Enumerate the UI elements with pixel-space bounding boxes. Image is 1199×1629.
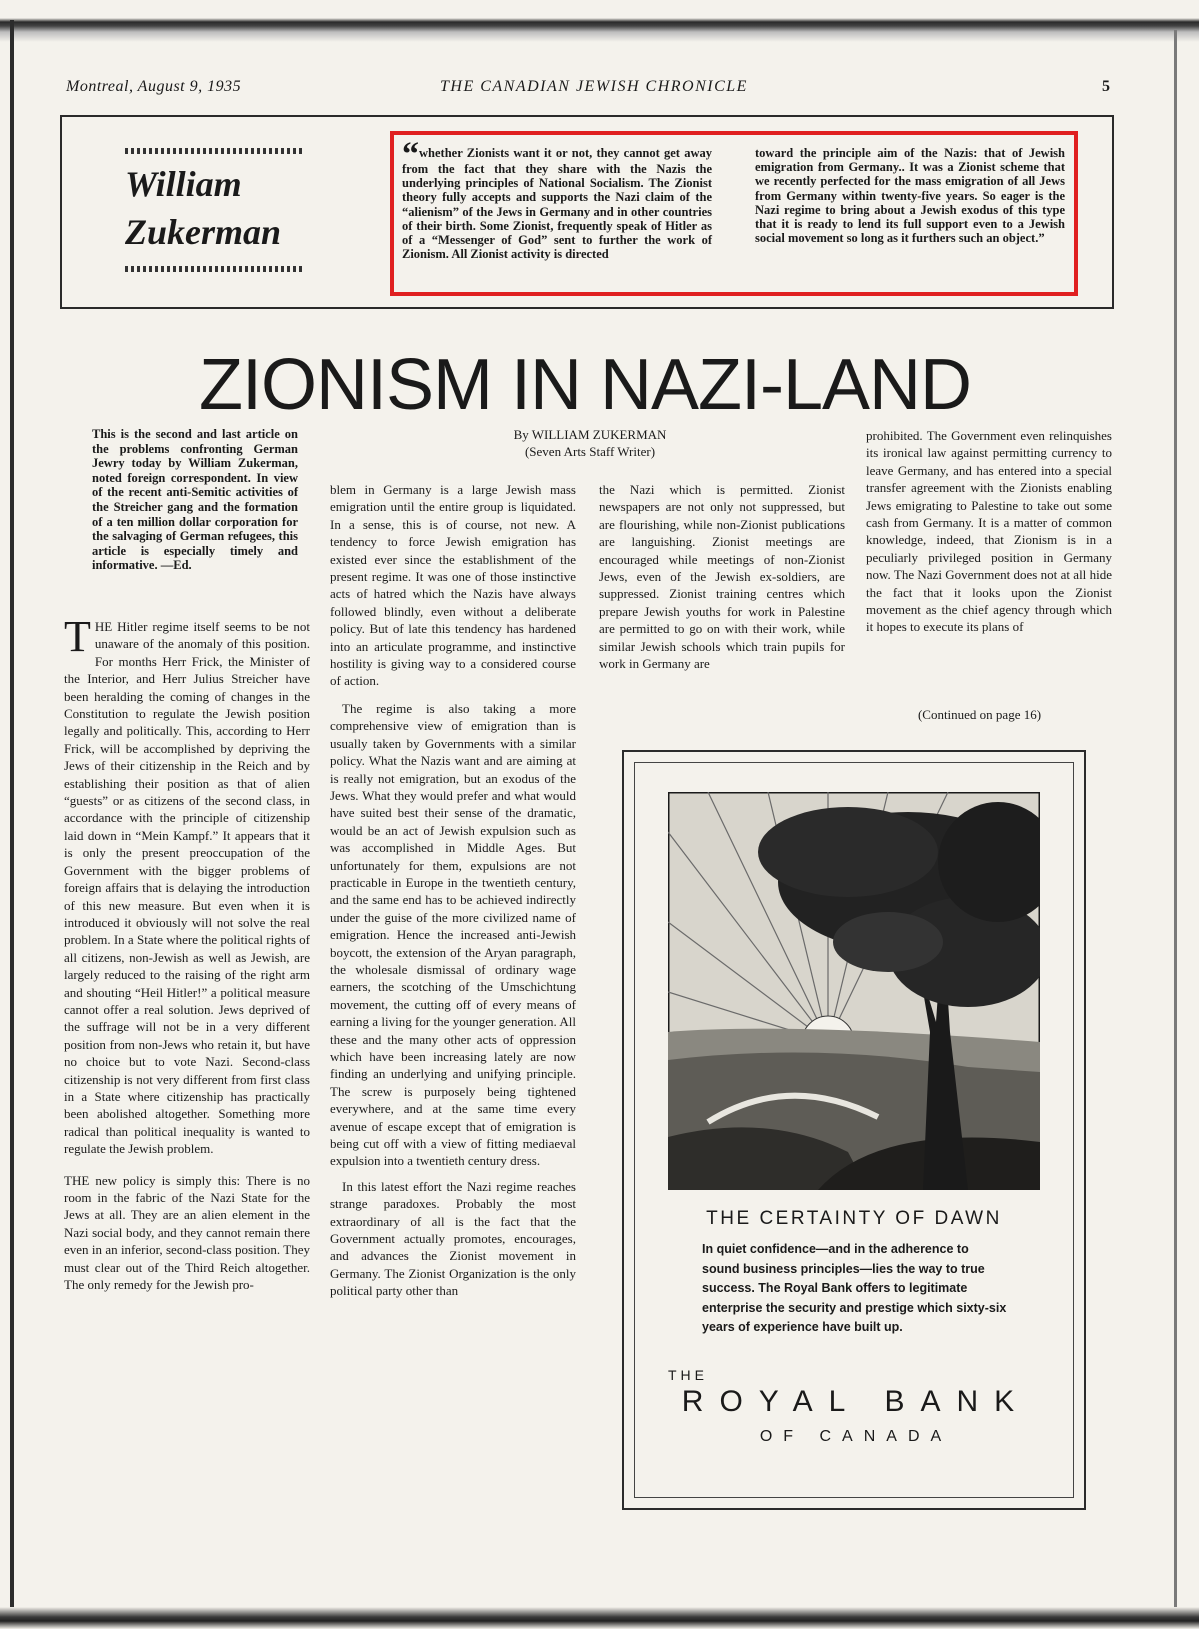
author-name (125, 160, 305, 256)
ad-brand-the: THE (668, 1367, 708, 1383)
scan-edge-left (10, 20, 14, 1610)
ad-headline: THE CERTAINTY OF DAWN (706, 1208, 1002, 1229)
ad-brand-country: OF CANADA (759, 1428, 953, 1445)
ad-body-text: In quiet confidence—and in the adherence to sound business principles—lies the way to true success. The Royal Bank offers to legitimate enterprise the security and prestige which sixty-six years of experience have built up. (702, 1242, 1007, 1334)
author-first-name: William (125, 164, 242, 204)
column-1-paragraph-2-text: HE new policy is simply this: There is no room in the fabric of the Nazi State for the Jews at all. They are an alien element in the Nazi social body, and they cannot remain there even in an inferior, second-class position. They must clear out of the Third Reich altogether. The only remedy for the Jewish pro- (64, 1172, 310, 1293)
article-headline: ZIONISM IN NAZI-LAND (198, 345, 972, 425)
page-number: 5 (1102, 78, 1111, 95)
byline (440, 426, 740, 460)
column-2-paragraph-1: blem in Germany is a large Jewish mass emigration until the entire group is liquidated. In a sense, this is of course, not new. A tendency to force Jewish emigration has existed ever since the establishment of the present regime. It was one of those instinctive acts of hatred which the Nazis have always followed blindly, even without a deliberate policy. But of late this tendency has hardened into an articulate programme, and instinctive hostility is giving way to a considered course of action. (330, 482, 576, 689)
ad-brand-name: ROYAL BANK (681, 1385, 1031, 1418)
wavy-rule-top (125, 148, 303, 154)
newspaper-name: THE CANADIAN JEWISH CHRONICLE (440, 78, 748, 95)
pull-quote-left (402, 136, 712, 262)
scan-edge-right (1174, 30, 1177, 1610)
column-1 (64, 612, 310, 1293)
column-4: prohibited. The Government even relinquishes its ironical law against permitting currency to leave Germany, and has entered into a special transfer agreement with the Zionists enabling Jews emigrating to Palestine to take out some cash from Germany. It is a matter of common knowledge, indeed, that Zionism is in a peculiarly privileged position in Germany now. The Nazi Government does not at all hide the fact that it looks upon the Zionist movement as the chief agency through which it hopes to execute its plans of (866, 428, 1112, 635)
scan-edge-bottom (0, 1607, 1199, 1629)
column-1-initial: T (64, 1172, 72, 1188)
column-2 (330, 481, 576, 1300)
column-1-paragraph-1 (64, 612, 310, 1158)
byline-role: (Seven Arts Staff Writer) (524, 444, 656, 459)
pull-quote-left-text: whether Zionists want it or not, they cannot get away from the fact that they share with the Nazis the underlying principles of National Socialism. The Zionist theory fully accepts and supports the Nazi claim of the “alienism” of the Jews in Germany and in other countries of their birth. Some Zionist, frequently speak of Hitler as of a “Messenger of God” sent to further the work of Zionism. All Zionist activity is directed (402, 146, 712, 262)
wavy-rule-bottom (125, 266, 303, 272)
quote-mark: “ (402, 136, 419, 173)
column-1-paragraph-1-text: HE Hitler regime itself seems to be not unaware of the anomaly of this position. For months Herr Frick, the Minister of the Interior, and Herr Julius Streicher have been heralding the coming of changes in the Constitution to regulate the Jewish position legally and politically. This, according to Herr Frick, will be accomplished by depriving the Jews of their citizenship in the Reich and by establishing their position as that of alien “guests” or as citizens of the second class, in accordance with the principle of citizenship laid down in “Mein Kampf.” It appears that it is only the present preoccupation of the Government with the bigger problems of foreign affairs that is delaying the introduction of this new measure. But even when it is introduced it obviously will not solve the real problem. In a State where the political rights of all citizens, non-Jewish as well as Jewish, are largely reduced to the raising of the right arm and shouting “Heil Hitler!” a political measure cannot offer a real solution. Jews deprived of the suffrage will not be in a very different position from non-Jews who retain it, but have no choice but to vote Nazi. Second-class citizenship is not very different from first class in a State where citizenship has practically been abolished altogether. Something more radical than political inequality is wanted to regulate the Jewish problem. (64, 619, 310, 1157)
scan-edge-top (0, 0, 1199, 42)
author-last-name: Zukerman (125, 212, 282, 252)
column-3: the Nazi which is permitted. Zionist newspapers are not only not suppressed, but are flourishing, while non-Zionist publications are languishing. Zionist meetings are encouraged while meetings of non-Zionist Jews, even of the Jewish ex-soldiers, are suppressed. Zionist training centres which prepare Jewish youths for work in Palestine are permitted to go on with their work, while similar Jewish schools which train pupils for work in Germany are (599, 482, 845, 672)
dawn-landscape-illustration (668, 792, 1040, 1190)
issue-date: Montreal, August 9, 1935 (66, 78, 242, 95)
editor-note: This is the second and last article on the problems confronting German Jewry today by William Zukerman, noted foreign correspondent. In view of the recent anti-Semitic activities of the Streicher gang and the formation of a ten million dollar corporation for the salvaging of German refugees, this article is especially timely and informative. —Ed. (92, 427, 298, 573)
drop-cap: T (64, 612, 91, 661)
column-2-paragraph-2: The regime is also taking a more comprehensive view of emigration than is usually taken by Governments with a similar policy. What the Nazis want and are aiming at is really not emigration, but an exodus of the Jews. What they would prefer and what would have suited best their sense of the dramatic, would be an act of Jewish expulsion such as was accomplished in Middle Ages. But unfortunately for them, expulsions are not practicable in Europe in the twentieth century, and the same end has to be achieved indirectly under the guise of the more civilized name of emigration. Hence the increased anti-Jewish boycott, the extension of the Aryan paragraph, the wholesale dismissal of ordinary wage earners, the scotching of the Umschichtung movement, the cutting off of every means of earning a living for the younger generation. All these and the many other acts of oppression which have been increasing lately are now finding an underlying and unifying principle. The screw is purposely being tightened everywhere, and at the same time every avenue of escape except that of emigration is being cut off with a view of fitting mediaeval expulsion into a twentieth century dress. (330, 700, 576, 1169)
column-2-paragraph-3: In this latest effort the Nazi regime reaches strange paradoxes. Probably the most extraordinary of all is the fact that the Government actually promotes, encourages, and advances the Zionist movement in Germany. The Zionist Organization is the only political party other than (330, 1178, 576, 1299)
continued-note: (Continued on page 16) (917, 707, 1042, 722)
column-1-paragraph-2 (64, 1172, 310, 1294)
byline-author: By WILLIAM ZUKERMAN (513, 427, 667, 442)
pull-quote-right: toward the principle aim of the Nazis: that of Jewish emigration from Germany.. It was a Zionist scheme that we recently perfected for the mass emigration of all Jews from Germany within twenty-five years. So eager is the Nazi regime to bring about a Jewish exodus of this type that it is ready to lend its full support even to a Jewish social movement so long as it furthers such an object.” (755, 146, 1065, 246)
